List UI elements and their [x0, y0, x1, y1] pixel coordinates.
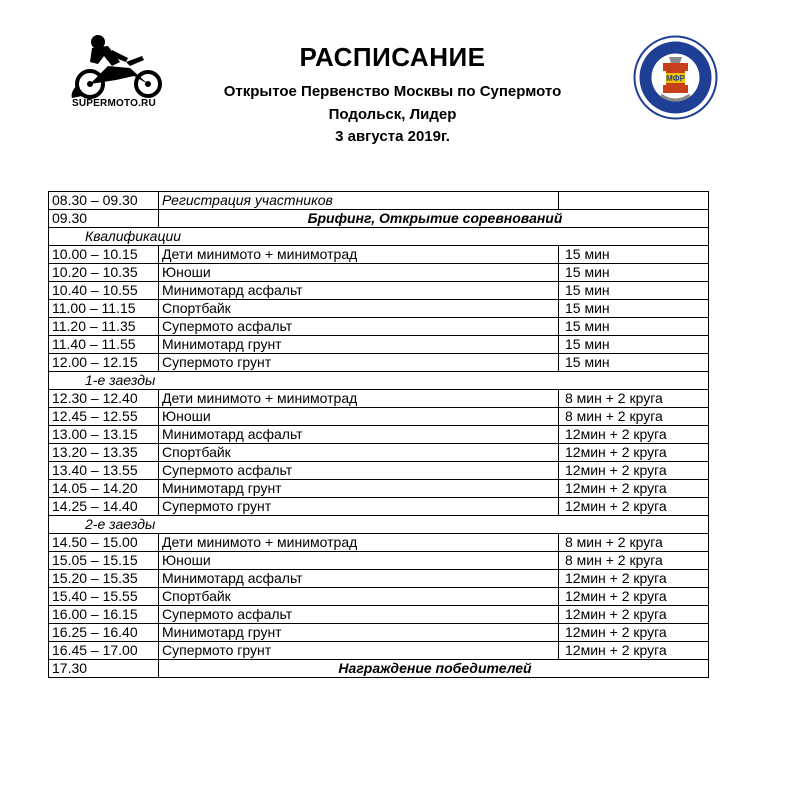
- table-row: [49, 462, 709, 480]
- table-row: [49, 444, 709, 462]
- mfr-emblem-icon: [633, 35, 718, 120]
- duration-cell: 8 мин + 2 круга: [559, 534, 709, 552]
- time-cell: 15.05 – 15.15: [49, 552, 159, 570]
- event-title: Открытое Первенство Москвы по Супермото: [223, 83, 562, 100]
- table-row: [49, 552, 709, 570]
- class-cell: Минимотард грунт: [159, 336, 559, 354]
- section-label-qualification: Квалификации: [49, 228, 709, 246]
- class-cell: Дети минимото + минимотрад: [159, 534, 559, 552]
- duration-cell: 15 мин: [559, 354, 709, 372]
- time-cell: 11.20 – 11.35: [49, 318, 159, 336]
- class-cell: Дети минимото + минимотрад: [159, 246, 559, 264]
- time-cell: 13.00 – 13.15: [49, 426, 159, 444]
- emblem-center-text: МФР: [666, 74, 685, 83]
- duration-cell: 8 мин + 2 круга: [559, 408, 709, 426]
- duration-cell: 12мин + 2 круга: [559, 498, 709, 516]
- time-cell: 12.30 – 12.40: [49, 390, 159, 408]
- table-row: [49, 210, 709, 228]
- table-row: [49, 408, 709, 426]
- table-row: [49, 300, 709, 318]
- class-cell: Минимотард асфальт: [159, 570, 559, 588]
- time-cell: 16.00 – 16.15: [49, 606, 159, 624]
- table-row: [49, 498, 709, 516]
- time-cell: 14.05 – 14.20: [49, 480, 159, 498]
- table-row: [49, 642, 709, 660]
- page-title: РАСПИСАНИЕ: [299, 42, 486, 72]
- time-cell: 10.40 – 10.55: [49, 282, 159, 300]
- class-cell: Минимотард грунт: [159, 480, 559, 498]
- time-cell: 11.00 – 11.15: [49, 300, 159, 318]
- table-row: [49, 426, 709, 444]
- duration-cell: 8 мин + 2 круга: [559, 552, 709, 570]
- section-row: [49, 228, 709, 246]
- table-row: [49, 570, 709, 588]
- duration-cell: 12мин + 2 круга: [559, 570, 709, 588]
- duration-cell: [559, 192, 709, 210]
- class-cell: Минимотард грунт: [159, 624, 559, 642]
- duration-cell: 12мин + 2 круга: [559, 480, 709, 498]
- class-cell: Минимотард асфальт: [159, 426, 559, 444]
- section-label-races-1: 1-е заезды: [49, 372, 709, 390]
- class-cell: Юноши: [159, 264, 559, 282]
- duration-cell: 15 мин: [559, 300, 709, 318]
- event-location: Подольск, Лидер: [328, 106, 457, 123]
- section-row: [49, 516, 709, 534]
- time-cell: 12.00 – 12.15: [49, 354, 159, 372]
- mfr-emblem: [633, 35, 718, 120]
- time-cell: 08.30 – 09.30: [49, 192, 159, 210]
- duration-cell: 15 мин: [559, 264, 709, 282]
- class-cell: Супермото грунт: [159, 498, 559, 516]
- table-row: [49, 624, 709, 642]
- logo-text: SUPERMOTO.RU: [72, 98, 156, 109]
- table-row: [49, 534, 709, 552]
- table-row: [49, 606, 709, 624]
- time-cell: 13.20 – 13.35: [49, 444, 159, 462]
- event-cell: Награждение победителей: [159, 660, 709, 678]
- duration-cell: 15 мин: [559, 246, 709, 264]
- time-cell: 16.45 – 17.00: [49, 642, 159, 660]
- table-row: [49, 588, 709, 606]
- time-cell: 12.45 – 12.55: [49, 408, 159, 426]
- section-label-races-2: 2-е заезды: [49, 516, 709, 534]
- class-cell: Юноши: [159, 552, 559, 570]
- time-cell: 15.40 – 15.55: [49, 588, 159, 606]
- time-cell: 14.25 – 14.40: [49, 498, 159, 516]
- time-cell: 17.30: [49, 660, 159, 678]
- section-row: [49, 372, 709, 390]
- time-cell: 11.40 – 11.55: [49, 336, 159, 354]
- class-cell: Супермото асфальт: [159, 318, 559, 336]
- table-row: [49, 282, 709, 300]
- class-cell: Супермото асфальт: [159, 606, 559, 624]
- duration-cell: 8 мин + 2 круга: [559, 390, 709, 408]
- duration-cell: 15 мин: [559, 282, 709, 300]
- class-cell: Супермото грунт: [159, 642, 559, 660]
- duration-cell: 12мин + 2 круга: [559, 588, 709, 606]
- time-cell: 10.00 – 10.15: [49, 246, 159, 264]
- table-row: [49, 264, 709, 282]
- duration-cell: 15 мин: [559, 318, 709, 336]
- class-cell: Минимотард асфальт: [159, 282, 559, 300]
- schedule-table: [48, 191, 709, 678]
- class-cell: Дети минимото + минимотрад: [159, 390, 559, 408]
- table-row: [49, 480, 709, 498]
- event-date: 3 августа 2019г.: [335, 128, 450, 145]
- duration-cell: 15 мин: [559, 336, 709, 354]
- duration-cell: 12мин + 2 круга: [559, 606, 709, 624]
- class-cell: Спортбайк: [159, 588, 559, 606]
- table-row: [49, 390, 709, 408]
- table-row: [49, 246, 709, 264]
- table-row: [49, 354, 709, 372]
- table-row: [49, 660, 709, 678]
- duration-cell: 12мин + 2 круга: [559, 462, 709, 480]
- class-cell: Супермото грунт: [159, 354, 559, 372]
- class-cell: Юноши: [159, 408, 559, 426]
- time-cell: 16.25 – 16.40: [49, 624, 159, 642]
- class-cell: Супермото асфальт: [159, 462, 559, 480]
- duration-cell: 12мин + 2 круга: [559, 444, 709, 462]
- event-cell: Регистрация участников: [159, 192, 559, 210]
- event-cell: Брифинг, Открытие соревнований: [159, 210, 709, 228]
- table-row: [49, 318, 709, 336]
- table-row: [49, 192, 709, 210]
- duration-cell: 12мин + 2 круга: [559, 426, 709, 444]
- time-cell: 13.40 – 13.55: [49, 462, 159, 480]
- time-cell: 09.30: [49, 210, 159, 228]
- duration-cell: 12мин + 2 круга: [559, 642, 709, 660]
- duration-cell: 12мин + 2 круга: [559, 624, 709, 642]
- class-cell: Спортбайк: [159, 444, 559, 462]
- time-cell: 10.20 – 10.35: [49, 264, 159, 282]
- time-cell: 14.50 – 15.00: [49, 534, 159, 552]
- table-row: [49, 336, 709, 354]
- class-cell: Спортбайк: [159, 300, 559, 318]
- time-cell: 15.20 – 15.35: [49, 570, 159, 588]
